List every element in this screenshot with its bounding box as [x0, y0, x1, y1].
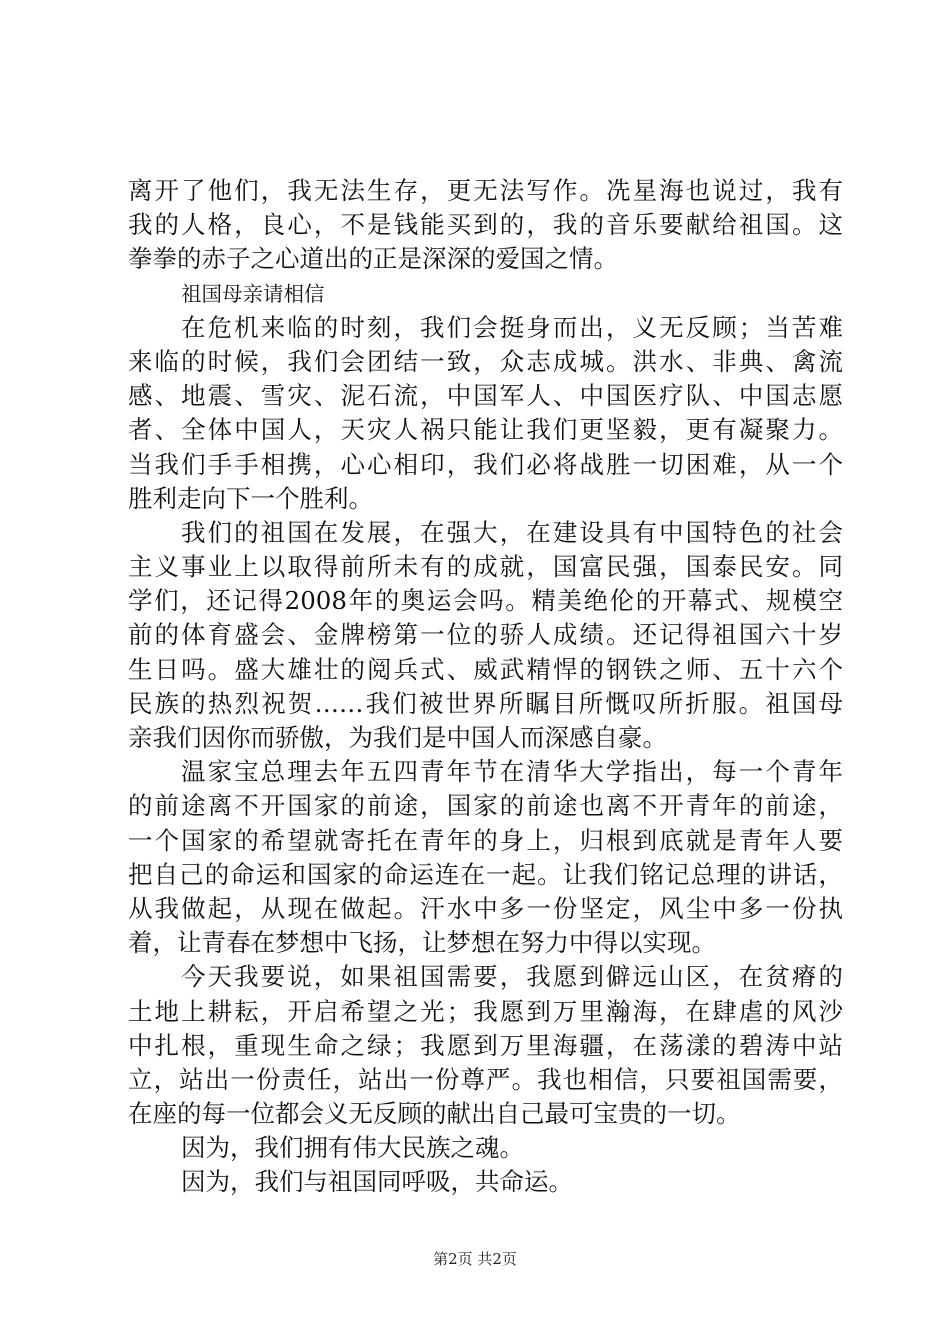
paragraph-line: 因为，我们拥有伟大民族之魂。 [181, 1133, 524, 1163]
body-line: 我的人格，良心，不是钱能买到的，我的音乐要献给祖国。这 [128, 210, 843, 240]
page-number-footer: 第2页 共2页 [433, 1250, 517, 1268]
body-line: 拳拳的赤子之心道出的正是深深的爱国之情。 [128, 244, 618, 274]
body-line: 在座的每一位都会义无反顾的献出自己最可宝贵的一切。 [128, 1099, 741, 1129]
body-line: 民族的热烈祝贺……我们被世界所瞩目所慨叹所折服。祖国母 [128, 688, 843, 718]
paragraph-first-line: 我们的祖国在发展，在强大，在建设具有中国特色的社会 [181, 517, 843, 547]
body-line: 着，让青春在梦想中飞扬，让梦想在努力中得以实现。 [128, 928, 716, 958]
body-line: 的前途离不开国家的前途，国家的前途也离不开青年的前途， [128, 791, 843, 821]
body-line: 学们，还记得2008年的奥运会吗。精美绝伦的开幕式、规模空 [128, 586, 843, 616]
body-line: 中扎根，重现生命之绿；我愿到万里海疆，在荡漾的碧涛中站 [128, 1030, 843, 1060]
paragraph-first-line: 在危机来临的时刻，我们会挺身而出，义无反顾；当苦难 [181, 312, 843, 342]
paragraph-line: 因为，我们与祖国同呼吸，共命运。 [181, 1167, 573, 1197]
body-line: 立，站出一份责任，站出一份尊严。我也相信，只要祖国需要， [128, 1064, 843, 1094]
body-line: 当我们手手相携，心心相印，我们必将战胜一切困难，从一个 [128, 449, 843, 479]
body-line: 感、地震、雪灾、泥石流，中国军人、中国医疗队、中国志愿 [128, 381, 843, 411]
body-line: 亲我们因你而骄傲，为我们是中国人而深感自豪。 [128, 723, 667, 752]
body-line: 从我做起，从现在做起。汗水中多一份坚定，风尘中多一份执 [128, 893, 843, 923]
body-line: 土地上耕耘，开启希望之光；我愿到万里瀚海，在肆虐的风沙 [128, 996, 843, 1026]
body-line: 胜利走向下一个胜利。 [128, 483, 373, 513]
body-line: 一个国家的希望就寄托在青年的身上，归根到底就是青年人要 [128, 825, 843, 855]
paragraph-first-line: 今天我要说，如果祖国需要，我愿到僻远山区，在贫瘠的 [181, 962, 843, 992]
body-line: 把自己的命运和国家的命运连在一起。让我们铭记总理的讲话， [128, 859, 843, 889]
body-line: 离开了他们，我无法生存，更无法写作。冼星海也说过，我有 [128, 176, 843, 205]
document-body [128, 174, 843, 1200]
body-line: 者、全体中国人，天灾人祸只能让我们更坚毅，更有凝聚力。 [128, 415, 843, 445]
body-line: 主义事业上以取得前所未有的成就，国富民强，国泰民安。同 [128, 552, 843, 582]
paragraph-first-line: 温家宝总理去年五四青年节在清华大学指出，每一个青年 [181, 757, 843, 787]
body-line: 前的体育盛会、金牌榜第一位的骄人成绩。还记得祖国六十岁 [128, 620, 843, 650]
body-line: 生日吗。盛大雄壮的阅兵式、威武精悍的钢铁之师、五十六个 [128, 654, 843, 684]
body-line: 来临的时候，我们会团结一致，众志成城。洪水、非典、禽流 [128, 346, 843, 376]
section-heading: 祖国母亲请相信 [181, 281, 325, 306]
